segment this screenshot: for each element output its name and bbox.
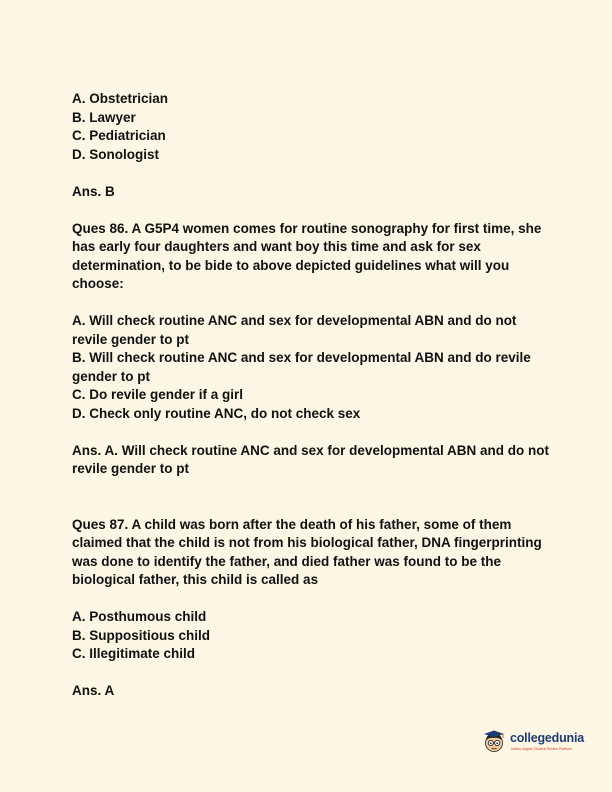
question-86-line-3: determination, to be bide to above depicted guidelines what will you xyxy=(72,257,510,273)
q86-option-b-line-2: gender to pt xyxy=(72,368,150,384)
question-87 xyxy=(72,516,572,590)
q86-option-b-line-1: B. Will check routine ANC and sex for developmental ABN and do revile xyxy=(72,350,531,365)
question-87-line-2: claimed that the child is not from his biological father, DNA fingerprinting xyxy=(72,535,542,550)
q86-option-d: D. Check only routine ANC, do not check sex xyxy=(72,405,361,421)
prev-question-answer: Ans. B xyxy=(72,183,115,199)
q86-option-a-line-2: revile gender to pt xyxy=(72,331,190,347)
question-86 xyxy=(72,220,572,294)
question-87-line-4: biological father, this child is called as xyxy=(72,572,319,587)
q87-option-a: A. Posthumous child xyxy=(72,609,207,624)
question-87-line-1: Ques 87. A child was born after the death of his father, some of them xyxy=(72,516,512,532)
q86-option-c: C. Do revile gender if a girl xyxy=(72,387,244,402)
question-86-line-4: choose: xyxy=(72,276,124,291)
q86-answer-line-1: Ans. A. Will check routine ANC and sex for developmental ABN and do not xyxy=(72,442,549,458)
question-87-answer: Ans. A xyxy=(72,683,115,698)
question-87-options xyxy=(72,608,572,664)
question-86-options xyxy=(72,312,572,423)
q86-answer-line-2: revile gender to pt xyxy=(72,461,190,476)
student-mascot-icon xyxy=(482,730,506,754)
option-c: C. Pediatrician xyxy=(72,128,166,143)
prev-question-options xyxy=(72,90,572,164)
question-86-answer xyxy=(72,442,572,479)
document-body xyxy=(72,90,572,701)
q86-option-a-line-1: A. Will check routine ANC and sex for developmental ABN and do not xyxy=(72,313,517,328)
question-87-line-3: was done to identify the father, and died father was found to be the xyxy=(72,553,502,569)
question-86-line-1: Ques 86. A G5P4 women comes for routine sonography for first time, she xyxy=(72,220,542,236)
option-b: B. Lawyer xyxy=(72,109,136,125)
collegedunia-logo[interactable] xyxy=(482,728,602,758)
option-a: A. Obstetrician xyxy=(72,91,169,106)
q87-option-b: B. Suppositious child xyxy=(72,627,210,643)
logo-tagline: India's largest Student Review Platform xyxy=(511,747,572,751)
logo-wordmark: collegedunia xyxy=(510,731,585,745)
question-86-line-2: has early four daughters and want boy this time and ask for sex xyxy=(72,239,481,254)
q87-option-c: C. Illegitimate child xyxy=(72,646,196,661)
option-d: D. Sonologist xyxy=(72,146,159,162)
